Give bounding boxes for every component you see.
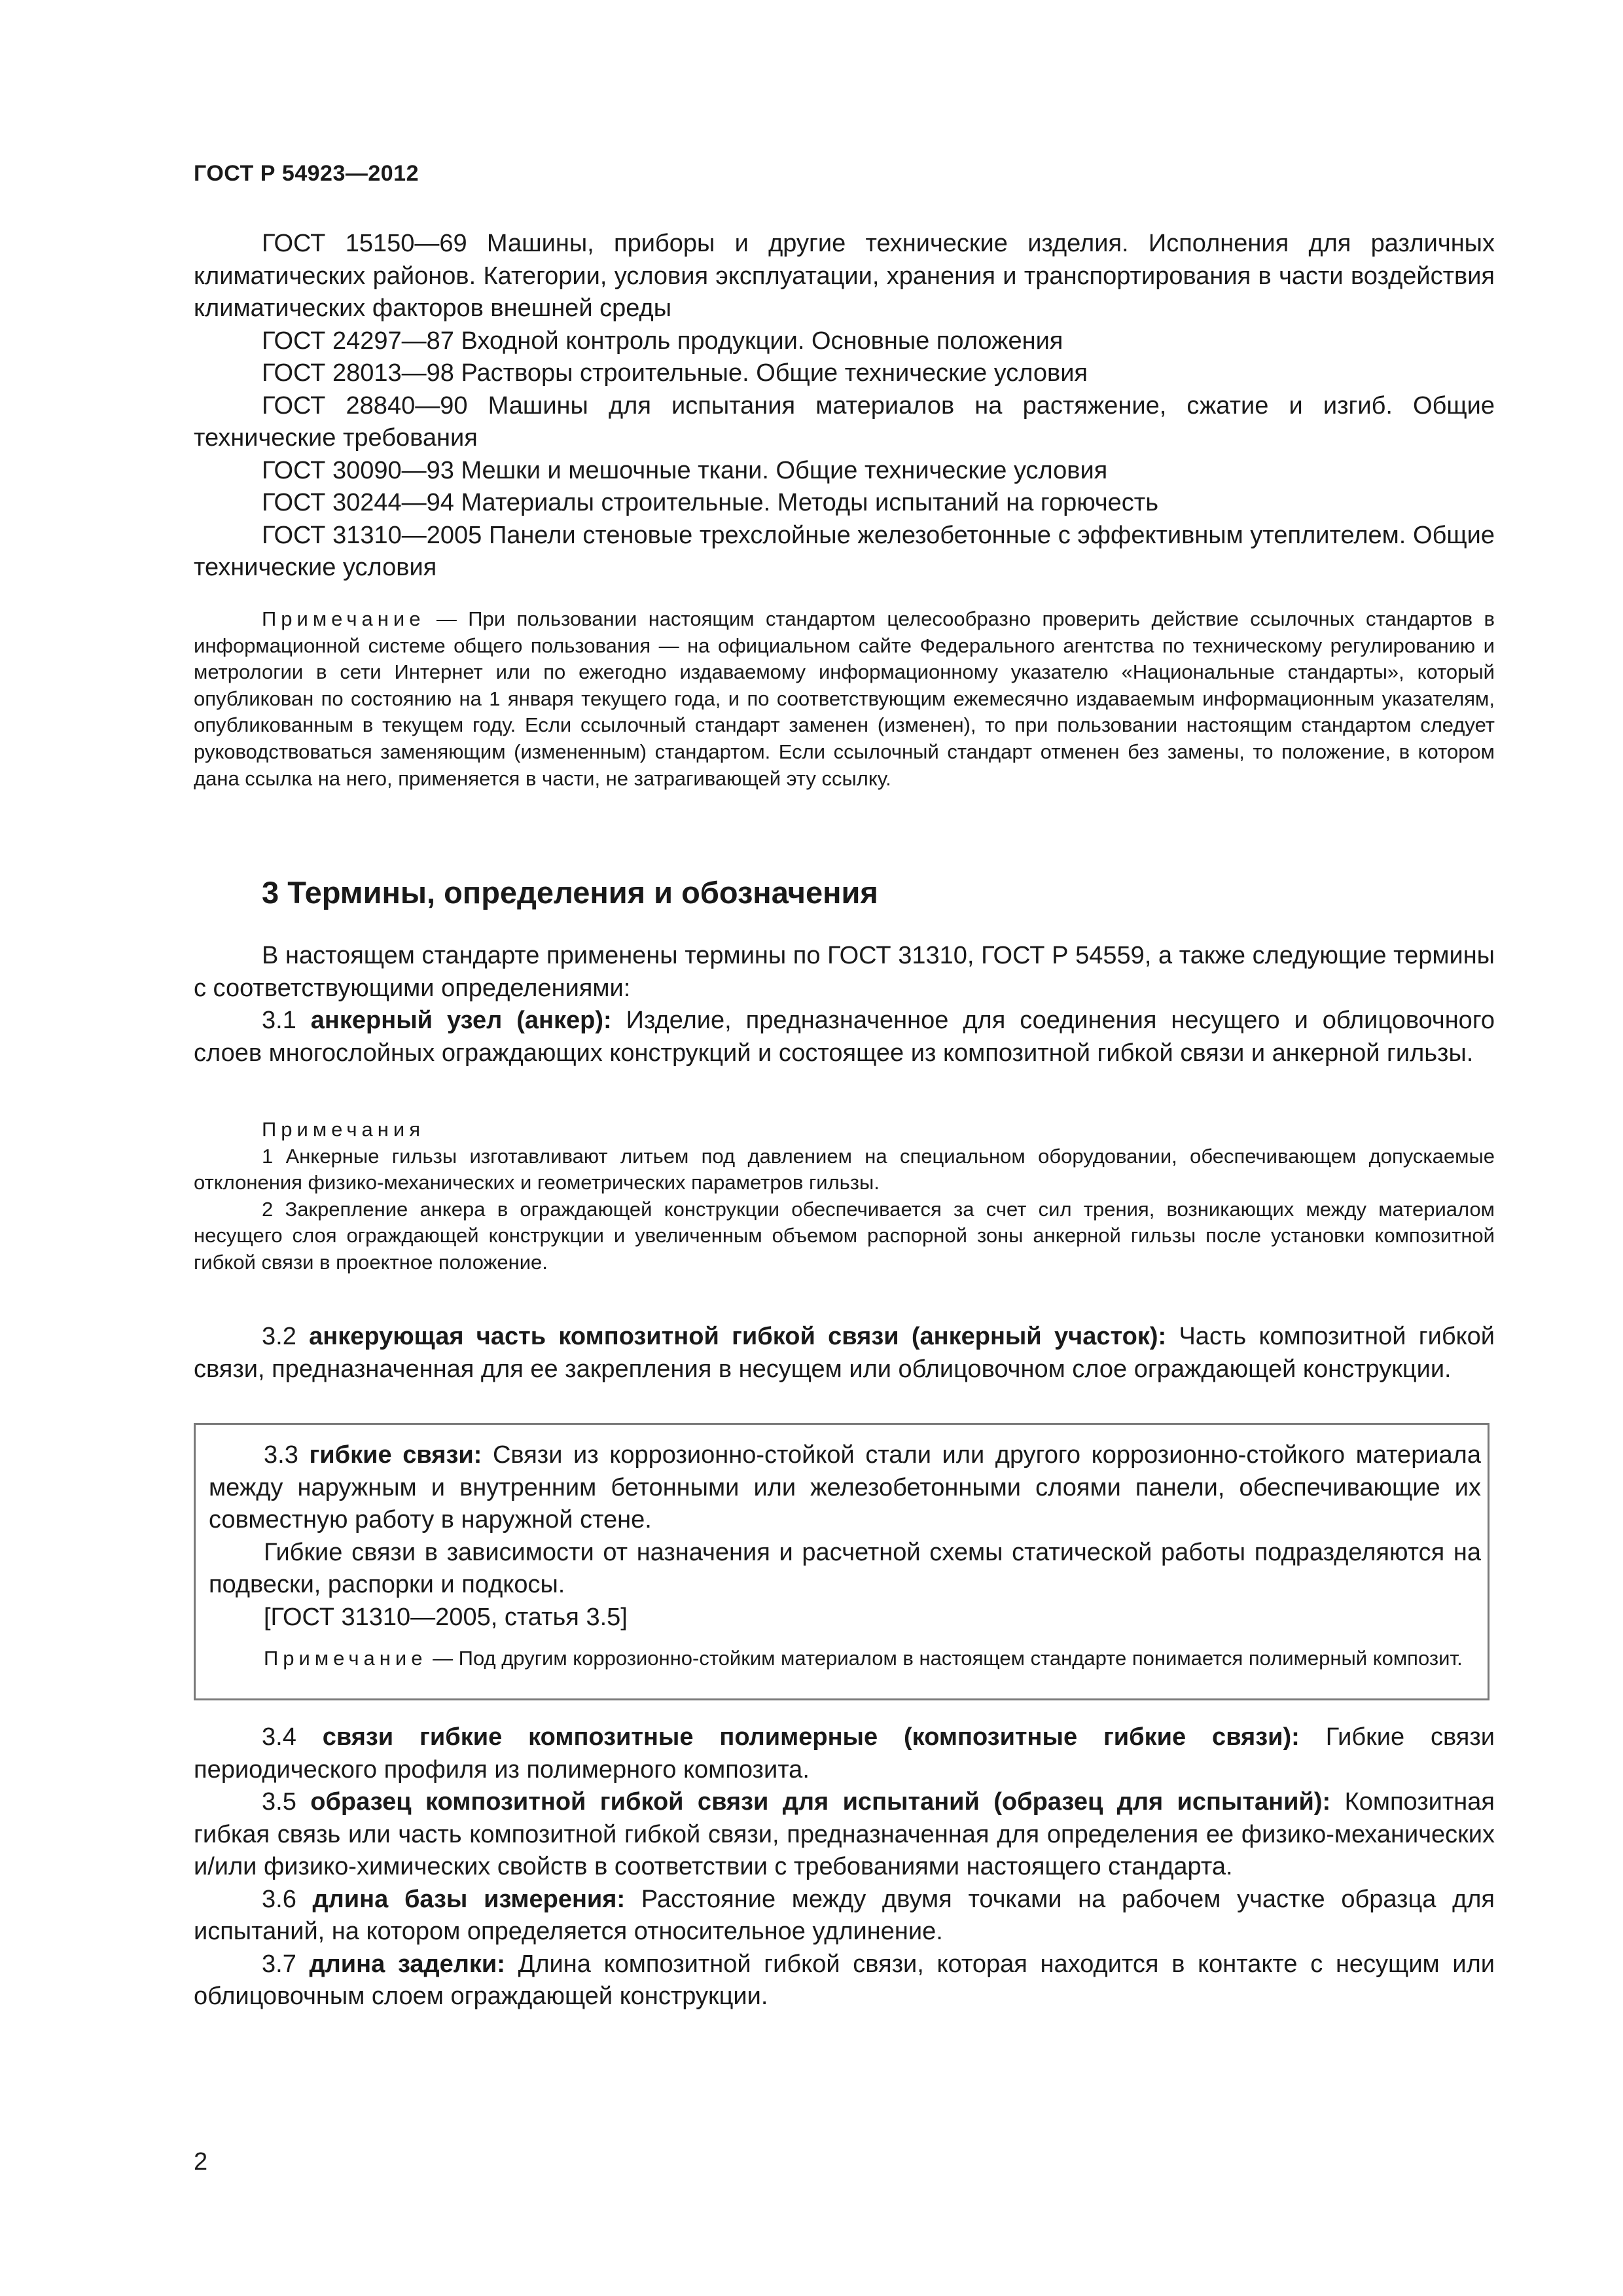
reference-item: ГОСТ 28840—90 Машины для испытания материалов на растяжение, сжатие и изгиб. Общие технические требования — [194, 391, 1495, 452]
section-intro — [194, 940, 1495, 1069]
note-label: Примечание — [262, 607, 425, 630]
term-name: образец композитной гибкой связи для испытаний (образец для испытаний): — [310, 1788, 1331, 1816]
term-number: 3.6 — [262, 1885, 296, 1913]
term-definition: Гибкие связи периодического профиля из полимерного композита. — [194, 1723, 1495, 1784]
reference-item: ГОСТ 30244—94 Материалы строительные. Методы испытаний на горючесть — [262, 489, 1159, 516]
normative-references — [194, 228, 1495, 584]
reference-item: ГОСТ 31310—2005 Панели стеновые трехслойные железобетонные с эффективным утеплителем. Общие технические условия — [194, 521, 1495, 581]
reference-item: ГОСТ 24297—87 Входной контроль продукции. Основные положения — [262, 327, 1063, 355]
note-item: 2 Закрепление анкера в ограждающей конструкции обеспечивается за счет сил трения, возникающих между материалом несущего слоя ограждающей конструкции и увеличенным объемом распорной зоны анкерной гильзы после установки композитной гибкой связи в проектное положение. — [194, 1197, 1495, 1274]
term-name: анкерующая часть композитной гибкой связи (анкерный участок): — [309, 1323, 1167, 1350]
term-definition: Изделие, предназначенное для соединения несущего и облицовочного слоев многослойных ограждающих конструкций и состоящее из композитной гибкой связи и анкерной гильзы. — [194, 1007, 1495, 1067]
term-3-7 — [194, 1948, 1495, 2013]
term-number: 3.7 — [262, 1950, 296, 1978]
document-header: ГОСТ Р 54923—2012 — [194, 161, 419, 186]
term-3-3-note — [209, 1645, 1481, 1672]
term-3-3-source: [ГОСТ 31310—2005, статья 3.5] — [264, 1603, 628, 1631]
term-name: длина заделки: — [309, 1950, 505, 1978]
term-name: анкерный узел (анкер): — [310, 1007, 612, 1034]
term-3-1-notes — [194, 1117, 1495, 1276]
notes-heading: Примечания — [262, 1118, 425, 1141]
term-number: 3.2 — [262, 1323, 296, 1350]
term-name: гибкие связи: — [309, 1441, 482, 1469]
term-definition: Связи из коррозионно-стойкой стали или другого коррозионно-стойкого материала между наружным и внутренним бетонными или железобетонными слоями панели, обеспечивающие их совместную работу в наружной стене. — [209, 1441, 1481, 1534]
quoted-term-box — [194, 1423, 1489, 1700]
note-item: 1 Анкерные гильзы изготавливают литьем под давлением на специальном оборудовании, обеспечивающем допускаемые отклонения физико-механических и геометрических параметров гильзы. — [194, 1144, 1495, 1194]
note-label: Примечание — [264, 1647, 427, 1670]
term-number: 3.4 — [262, 1723, 296, 1751]
term-definition: Расстояние между двумя точками на рабочем участке образца для испытаний, на котором определяется относительное удлинение. — [194, 1885, 1495, 1945]
term-3-1 — [194, 1005, 1495, 1069]
term-number: 3.1 — [262, 1007, 296, 1034]
note-text: — Под другим коррозионно-стойким материалом в настоящем стандарте понимается полимерный композит. — [433, 1647, 1463, 1670]
term-definition: Композитная гибкая связь или часть композитной гибкой связи, предназначенная для определения ее физико-механических и/или физико-химических свойств в соответствии с требованиями настоящего стандарта. — [194, 1788, 1495, 1880]
terms-3-4-to-3-7 — [194, 1721, 1495, 2013]
note-text: — При пользовании настоящим стандартом целесообразно проверить действие ссылочных стандартов в информационной системе общего пользования — на официальном сайте Федерального агентства по техническому регулированию и метрологии в сети Интернет или по ежегодно издаваемому информационному указателю «Национальные стандарты», который опубликован по состоянию на 1 января текущего года, и по соответствующим ежемесячно издаваемым информационным указателям, опубликованным в текущем году. Если ссылочный стандарт заменен (изменен), то при пользовании настоящим стандартом следует руководствоваться заменяющим (измененным) стандартом. Если ссылочный стандарт отменен без замены, то положение, в котором дана ссылка на него, применяется в части, не затрагивающей эту ссылку. — [194, 607, 1495, 790]
reference-item: ГОСТ 30090—93 Мешки и мешочные ткани. Общие технические условия — [262, 456, 1108, 484]
reference-item: ГОСТ 28013—98 Растворы строительные. Общие технические условия — [262, 359, 1088, 387]
intro-paragraph: В настоящем стандарте применены термины по ГОСТ 31310, ГОСТ Р 54559, а также следующие термины с соответствующими определениями: — [194, 942, 1495, 1002]
term-3-2-block — [194, 1321, 1495, 1386]
term-number: 3.5 — [262, 1788, 296, 1816]
term-definition: Часть композитной гибкой связи, предназначенная для ее закрепления в несущем или облицовочном слое ограждающей конструкции. — [194, 1323, 1495, 1383]
term-name: связи гибкие композитные полимерные (композитные гибкие связи): — [322, 1723, 1300, 1751]
term-3-6 — [194, 1884, 1495, 1948]
term-name: длина базы измерения: — [312, 1885, 626, 1913]
page-number: 2 — [194, 2148, 208, 2176]
term-definition: Длина композитной гибкой связи, которая находится в контакте с несущим или облицовочным слоем ограждающей конструкции. — [194, 1950, 1495, 2010]
section-title: 3 Термины, определения и обозначения — [262, 875, 878, 910]
term-3-3-extra: Гибкие связи в зависимости от назначения и расчетной схемы статической работы подразделяются на подвески, распорки и подкосы. — [209, 1538, 1481, 1598]
references-note — [194, 606, 1495, 792]
term-3-3 — [209, 1439, 1481, 1537]
term-number: 3.3 — [264, 1441, 298, 1469]
term-3-4 — [194, 1721, 1495, 1786]
term-3-2 — [194, 1321, 1495, 1386]
term-3-5 — [194, 1786, 1495, 1884]
reference-item: ГОСТ 15150—69 Машины, приборы и другие технические изделия. Исполнения для различных климатических районов. Категории, условия эксплуатации, хранения и транспортирования в части воздействия климатических факторов внешней среды — [194, 230, 1495, 322]
